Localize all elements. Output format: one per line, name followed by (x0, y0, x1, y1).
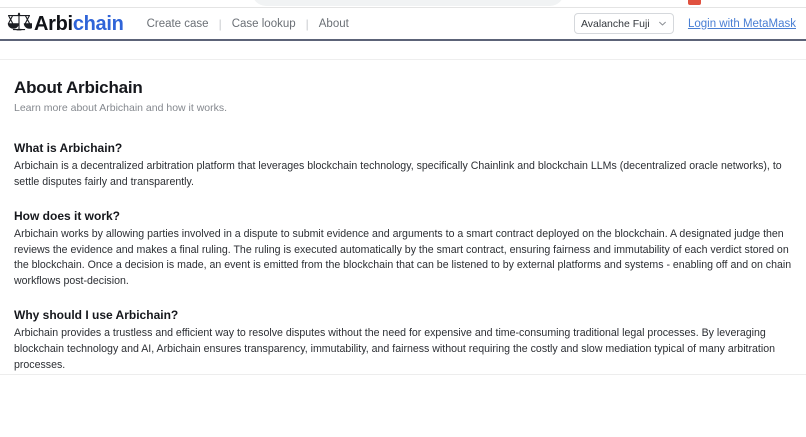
section-heading: What is Arbichain? (14, 141, 123, 155)
section-body: Arbichain provides a trustless and efficient way to resolve disputes without the need for expensive and time-consuming traditional legal processes. By leveraging blockchain technology and AI, Arbichain ensures transparency, immutability, and fairness without requiring the costly and slow mediation typical of many arbitration processes. (14, 327, 775, 371)
nav-item-about[interactable]: About (318, 17, 349, 30)
section-body: Arbichain is a decentralized arbitration platform that leverages blockchain technology, specifically Chainlink and blockchain LLMs (decentralized oracle networks), to settle disputes fairly and transparently. (14, 160, 782, 188)
header-sub-divider (0, 59, 806, 60)
network-select-value: Avalanche Fuji (580, 17, 650, 30)
brand-wordmark-primary: Arbi (34, 12, 73, 35)
primary-navigation (137, 18, 359, 30)
section-heading: How does it work? (14, 209, 121, 224)
section-body: Arbichain works by allowing parties involved in a dispute to submit evidence and arguments to a smart contract deployed on the blockchain. A designated judge then reviews the evidence and makes a final ruling. The ruling is executed automatically by the smart contract, ensuring fairness and immutability of each verdict stored on the blockchain. Once a decision is made, an event is emitted from the blockchain that can be listened to by external platforms and systems - enabling off and on chain workflows post-decision. (14, 228, 792, 287)
browser-chrome-remnant (0, 0, 806, 7)
browser-address-bar[interactable] (252, 0, 564, 6)
network-select[interactable] (574, 13, 674, 34)
brand-wordmark (34, 14, 124, 34)
site-footer (0, 375, 806, 437)
section-how-does-it-work (14, 209, 792, 289)
brand-logo[interactable] (6, 11, 124, 37)
section-heading: Why should I use Arbichain? (14, 308, 179, 323)
nav-item-create-case[interactable]: Create case (146, 17, 209, 30)
chevron-down-icon (658, 15, 667, 33)
section-why-use-arbichain (14, 308, 792, 373)
browser-extension-badge-icon[interactable] (688, 0, 701, 5)
page-title: About Arbichain (14, 78, 143, 97)
nav-item-case-lookup[interactable]: Case lookup (231, 17, 296, 30)
brand-wordmark-accent: chain (72, 12, 124, 35)
nav-separator: | (218, 16, 222, 31)
login-with-metamask-link[interactable]: Login with MetaMask (687, 17, 796, 30)
nav-separator: | (305, 16, 309, 31)
page-subtitle: Learn more about Arbichain and how it works. (14, 102, 228, 114)
section-what-is-arbichain (14, 141, 792, 190)
site-header (0, 8, 806, 41)
scales-of-justice-icon (6, 11, 32, 37)
header-actions (574, 13, 798, 34)
